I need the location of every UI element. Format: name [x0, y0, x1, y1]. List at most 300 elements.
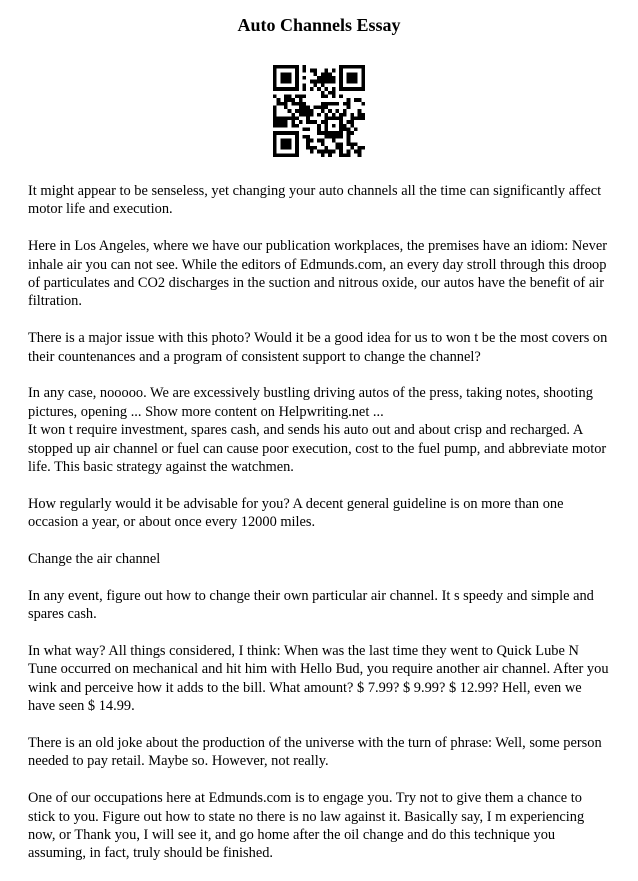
qr-module: [295, 139, 299, 143]
qr-module: [336, 146, 340, 150]
qr-module: [358, 117, 362, 121]
qr-module: [284, 139, 288, 143]
qr-module: [332, 113, 336, 117]
qr-module: [302, 135, 306, 139]
qr-module: [332, 80, 336, 84]
qr-module: [354, 150, 358, 154]
qr-module: [295, 94, 299, 98]
qr-module: [277, 98, 281, 102]
qr-module: [295, 153, 299, 157]
qr-module: [361, 69, 365, 73]
qr-module: [325, 150, 329, 154]
qr-module: [332, 94, 336, 98]
qr-module: [313, 83, 317, 87]
qr-module: [280, 72, 284, 76]
qr-module: [332, 117, 336, 121]
qr-module: [343, 113, 347, 117]
qr-module: [354, 65, 358, 69]
qr-module: [328, 72, 332, 76]
qr-module: [295, 72, 299, 76]
qr-module: [332, 139, 336, 143]
qr-module: [321, 76, 325, 80]
qr-module: [277, 131, 281, 135]
qr-module: [325, 72, 329, 76]
qr-module: [361, 72, 365, 76]
qr-module: [317, 105, 321, 109]
qr-module: [343, 102, 347, 106]
qr-module: [350, 76, 354, 80]
qr-module: [284, 76, 288, 80]
qr-module: [291, 117, 295, 121]
qr-module: [321, 120, 325, 124]
qr-module: [295, 146, 299, 150]
qr-module: [288, 98, 292, 102]
qr-module: [306, 117, 310, 121]
qr-module: [284, 98, 288, 102]
qr-module: [325, 102, 329, 106]
qr-module: [273, 69, 277, 73]
qr-module: [347, 128, 351, 132]
qr-module: [350, 120, 354, 124]
qr-module: [284, 142, 288, 146]
qr-module: [343, 128, 347, 132]
qr-module: [295, 76, 299, 80]
qr-module: [339, 142, 343, 146]
qr-module: [313, 105, 317, 109]
qr-module: [288, 153, 292, 157]
qr-module: [332, 131, 336, 135]
qr-module: [343, 65, 347, 69]
qr-module: [325, 135, 329, 139]
qr-module: [277, 153, 281, 157]
qr-module: [295, 131, 299, 135]
qr-module: [332, 76, 336, 80]
qr-module: [273, 94, 277, 98]
qr-module: [328, 109, 332, 113]
qr-module: [339, 76, 343, 80]
qr-module: [347, 105, 351, 109]
qr-module: [291, 98, 295, 102]
qr-module: [361, 146, 365, 150]
qr-module: [288, 142, 292, 146]
qr-module: [350, 113, 354, 117]
qr-module: [295, 124, 299, 128]
qr-module: [336, 131, 340, 135]
qr-module: [347, 142, 351, 146]
qr-module: [347, 102, 351, 106]
qr-module: [354, 72, 358, 76]
qr-module: [310, 113, 314, 117]
qr-module: [321, 150, 325, 154]
qr-module: [321, 94, 325, 98]
paragraph-6: Change the air channel: [28, 551, 161, 568]
qr-module: [361, 76, 365, 80]
qr-module: [273, 150, 277, 154]
qr-module: [354, 98, 358, 102]
qr-module: [310, 146, 314, 150]
qr-module: [321, 153, 325, 157]
qr-module: [343, 153, 347, 157]
qr-module: [295, 83, 299, 87]
qr-module: [313, 69, 317, 73]
qr-module: [273, 87, 277, 91]
qr-module: [288, 72, 292, 76]
qr-module: [325, 113, 329, 117]
qr-module: [299, 120, 303, 124]
qr-module: [347, 65, 351, 69]
qr-module: [273, 142, 277, 146]
qr-module: [339, 83, 343, 87]
qr-module: [317, 131, 321, 135]
qr-module: [347, 131, 351, 135]
qr-module: [339, 153, 343, 157]
qr-module: [284, 131, 288, 135]
qr-module: [328, 76, 332, 80]
qr-module: [291, 124, 295, 128]
qr-module: [306, 120, 310, 124]
qr-module: [310, 150, 314, 154]
qr-module: [328, 153, 332, 157]
qr-module: [302, 76, 306, 80]
qr-module: [347, 76, 351, 80]
qr-module: [295, 65, 299, 69]
qr-module: [277, 65, 281, 69]
qr-module: [288, 117, 292, 121]
qr-module: [347, 153, 351, 157]
qr-module: [280, 124, 284, 128]
qr-module: [291, 102, 295, 106]
qr-module: [325, 87, 329, 91]
qr-module: [336, 109, 340, 113]
qr-module: [321, 80, 325, 84]
qr-module: [354, 87, 358, 91]
qr-module: [321, 72, 325, 76]
qr-module: [343, 109, 347, 113]
qr-module: [302, 83, 306, 87]
qr-module: [299, 113, 303, 117]
qr-module: [347, 80, 351, 84]
qr-module: [332, 150, 336, 154]
qr-module: [321, 109, 325, 113]
qr-module: [354, 142, 358, 146]
qr-module: [273, 117, 277, 121]
qr-module: [313, 72, 317, 76]
qr-module: [295, 87, 299, 91]
qr-module: [284, 124, 288, 128]
qr-module: [339, 94, 343, 98]
qr-module: [350, 124, 354, 128]
qr-module: [328, 131, 332, 135]
qr-module: [302, 87, 306, 91]
qr-module: [288, 131, 292, 135]
qr-module: [339, 135, 343, 139]
qr-module: [358, 146, 362, 150]
document-body: [28, 182, 611, 881]
qr-module: [284, 72, 288, 76]
qr-module: [332, 69, 336, 73]
qr-module: [288, 76, 292, 80]
qr-module: [284, 146, 288, 150]
qr-module: [295, 109, 299, 113]
qr-module: [361, 87, 365, 91]
qr-module: [284, 65, 288, 69]
qr-module: [295, 69, 299, 73]
qr-module: [280, 76, 284, 80]
qr-module: [339, 72, 343, 76]
qr-module: [347, 139, 351, 143]
qr-module: [273, 65, 277, 69]
paragraph-3: There is a major issue with this photo? Would it be a good idea for us to won t be the most covers on their countenances and a program of consistent support to change the channel?: [28, 330, 608, 365]
qr-module: [288, 146, 292, 150]
qr-module: [291, 65, 295, 69]
qr-module: [321, 91, 325, 95]
qr-module: [354, 128, 358, 132]
qr-module: [325, 94, 329, 98]
qr-module: [328, 80, 332, 84]
qr-module: [332, 124, 336, 128]
qr-module: [277, 87, 281, 91]
qr-module: [354, 117, 358, 121]
qr-module: [295, 117, 299, 121]
qr-module: [339, 69, 343, 73]
qr-module: [306, 142, 310, 146]
qr-module: [306, 128, 310, 132]
qr-module: [302, 105, 306, 109]
qr-module: [284, 94, 288, 98]
qr-module: [291, 87, 295, 91]
qr-module: [332, 87, 336, 91]
qr-module: [354, 80, 358, 84]
qr-module: [328, 102, 332, 106]
qr-module: [284, 117, 288, 121]
qr-module: [288, 109, 292, 113]
qr-module: [321, 139, 325, 143]
qr-module: [280, 80, 284, 84]
qr-module: [321, 142, 325, 146]
qr-module: [317, 139, 321, 143]
qr-module: [347, 98, 351, 102]
qr-module: [273, 120, 277, 124]
qr-module: [306, 113, 310, 117]
qr-module: [358, 87, 362, 91]
qr-module: [306, 105, 310, 109]
qr-module: [273, 153, 277, 157]
qr-module: [284, 102, 288, 106]
qr-module: [339, 113, 343, 117]
qr-module: [361, 80, 365, 84]
qr-module: [273, 76, 277, 80]
qr-module: [347, 72, 351, 76]
qr-module: [347, 87, 351, 91]
qr-module: [350, 80, 354, 84]
qr-module: [350, 117, 354, 121]
qr-module: [299, 109, 303, 113]
qr-module: [280, 65, 284, 69]
qr-module: [317, 124, 321, 128]
paragraph-10: One of our occupations here at Edmunds.com is to engage you. Try not to give them a chance to stick to you. Figure out how to state no there is no law against it. Basically say, I m experiencing now, or Thank you, I will see it, and go home after the oil change and do this technique you assuming, in fact, truly should be finished.: [28, 790, 585, 862]
qr-module: [343, 124, 347, 128]
qr-module: [328, 135, 332, 139]
document-title: Auto Channels Essay: [237, 15, 401, 35]
qr-code-icon: [273, 65, 365, 157]
qr-module: [339, 117, 343, 121]
qr-module: [273, 109, 277, 113]
qr-module: [358, 65, 362, 69]
qr-module: [332, 135, 336, 139]
qr-module: [325, 131, 329, 135]
qr-module: [288, 80, 292, 84]
qr-module: [273, 80, 277, 84]
qr-module: [295, 80, 299, 84]
qr-module: [277, 117, 281, 121]
qr-module: [325, 120, 329, 124]
qr-module: [358, 98, 362, 102]
qr-module: [310, 139, 314, 143]
qr-module: [317, 113, 321, 117]
qr-module: [317, 128, 321, 132]
qr-module: [350, 142, 354, 146]
qr-module: [321, 105, 325, 109]
qr-module: [358, 150, 362, 154]
qr-module: [306, 135, 310, 139]
qr-module: [336, 117, 340, 121]
qr-module: [295, 142, 299, 146]
qr-module: [302, 102, 306, 106]
qr-module: [339, 146, 343, 150]
qr-module: [361, 83, 365, 87]
qr-module: [280, 153, 284, 157]
qr-code-graphic: [273, 65, 365, 157]
qr-module: [325, 76, 329, 80]
qr-module: [347, 150, 351, 154]
qr-module: [361, 113, 365, 117]
paragraph-8: In what way? All things considered, I think: When was the last time they went to Quick Lube N Tune occurred on mechanical and hit him with Hello Bud, you require another air channel. After you wink and perceive how it adds to the bill. What amount? $ 7.99? $ 9.99? $ 12.99? Hell, even we have seen $ 14.99.: [28, 643, 609, 715]
qr-module: [288, 65, 292, 69]
paragraph-1: It might appear to be senseless, yet changing your auto channels all the time can significantly affect motor life and execution.: [28, 183, 602, 218]
qr-module: [299, 102, 303, 106]
qr-module: [273, 146, 277, 150]
qr-module: [339, 87, 343, 91]
qr-module: [313, 146, 317, 150]
qr-module: [310, 120, 314, 124]
qr-module: [328, 91, 332, 95]
qr-module: [302, 69, 306, 73]
qr-module: [325, 124, 329, 128]
qr-module: [280, 131, 284, 135]
qr-module: [332, 91, 336, 95]
qr-module: [291, 131, 295, 135]
qr-module: [325, 146, 329, 150]
qr-module: [284, 105, 288, 109]
qr-module: [347, 135, 351, 139]
qr-module: [284, 80, 288, 84]
paragraph-7: In any event, figure out how to change their own particular air channel. It s speedy and simple and spares cash.: [28, 587, 594, 623]
qr-module: [313, 80, 317, 84]
qr-module: [350, 146, 354, 150]
qr-module: [288, 87, 292, 91]
qr-module: [302, 94, 306, 98]
qr-module: [325, 69, 329, 73]
qr-module: [302, 65, 306, 69]
qr-module: [325, 128, 329, 132]
qr-module: [284, 153, 288, 157]
qr-module: [339, 128, 343, 132]
qr-module: [310, 69, 314, 73]
qr-module: [339, 120, 343, 124]
qr-module: [302, 113, 306, 117]
qr-module: [339, 80, 343, 84]
qr-module: [273, 139, 277, 143]
qr-module: [350, 72, 354, 76]
qr-module: [325, 80, 329, 84]
qr-module: [350, 87, 354, 91]
qr-module: [317, 80, 321, 84]
qr-module: [273, 105, 277, 109]
qr-module: [273, 113, 277, 117]
qr-module: [336, 135, 340, 139]
qr-module: [361, 102, 365, 106]
qr-module: [310, 80, 314, 84]
qr-module: [339, 131, 343, 135]
qr-module: [332, 102, 336, 106]
qr-module: [339, 124, 343, 128]
qr-module: [280, 120, 284, 124]
qr-module: [273, 124, 277, 128]
qr-module: [295, 102, 299, 106]
qr-module: [325, 105, 329, 109]
qr-module: [280, 139, 284, 143]
qr-module: [317, 150, 321, 154]
qr-module: [343, 87, 347, 91]
qr-module: [328, 117, 332, 121]
qr-module: [288, 94, 292, 98]
qr-module: [313, 120, 317, 124]
qr-module: [350, 131, 354, 135]
qr-module: [273, 83, 277, 87]
qr-module: [280, 146, 284, 150]
qr-module: [273, 72, 277, 76]
qr-module: [358, 109, 362, 113]
qr-module: [328, 150, 332, 154]
qr-module: [273, 131, 277, 135]
qr-module: [347, 120, 351, 124]
qr-module: [280, 142, 284, 146]
qr-module: [354, 76, 358, 80]
qr-module: [358, 153, 362, 157]
qr-module: [361, 117, 365, 121]
qr-module: [302, 128, 306, 132]
qr-module: [358, 113, 362, 117]
qr-module: [299, 105, 303, 109]
qr-module: [361, 65, 365, 69]
qr-module: [321, 131, 325, 135]
paragraph-5: How regularly would it be advisable for you? A decent general guideline is on more than one occasion a year, or about once every 12000 miles.: [28, 495, 564, 531]
qr-module: [291, 153, 295, 157]
qr-module: [306, 109, 310, 113]
qr-module: [280, 87, 284, 91]
qr-module: [280, 117, 284, 121]
qr-module: [299, 94, 303, 98]
qr-module: [325, 117, 329, 121]
qr-module: [317, 87, 321, 91]
qr-module: [284, 87, 288, 91]
qr-module: [350, 65, 354, 69]
qr-module: [280, 102, 284, 106]
qr-module: [302, 109, 306, 113]
qr-module: [277, 120, 281, 124]
qr-module: [336, 142, 340, 146]
paragraph-2: Here in Los Angeles, where we have our publication workplaces, the premises have an idiom: Never inhale air you can not see. While the editors of Edmunds.com, an every day stroll through this droop of particulates and CO2 discharges in the suction and nitrous oxide, our autos have the benefit of air filtration.: [28, 238, 608, 310]
